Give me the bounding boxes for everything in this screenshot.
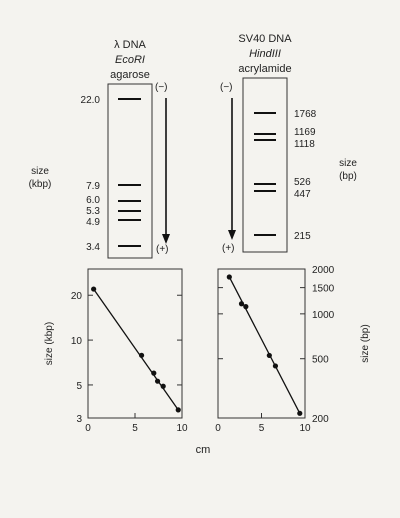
gel1-band-label: 5.3 [86,206,100,217]
gel1-title-line2: EcoRI [115,54,145,66]
y-tick-label: 500 [312,354,329,366]
y-tick-label: 200 [312,414,329,425]
gel2-band-label: 1768 [294,109,317,120]
fit-line [229,277,299,413]
x-tick-label: 5 [132,423,138,434]
gel2-band-label: 447 [294,189,311,200]
data-point [297,411,302,416]
data-point [273,363,278,368]
gel2-size-label-line2: (bp) [339,171,357,182]
gel1-band-label: 3.4 [86,242,100,253]
gel2-band-label: 215 [294,231,311,242]
data-point [176,407,181,412]
gel2-band-label: 1118 [294,139,315,150]
gel2-bands [254,113,276,235]
data-point [227,274,232,279]
y-tick-label: 1500 [312,283,335,295]
x-tick-label: 10 [176,423,188,434]
gel2-size-label-line1: size [339,158,357,169]
gel2-band-label: 1169 [294,127,316,138]
y-tick-label: 5 [76,380,82,392]
plot-frame [218,269,305,418]
shared-x-axis-label: cm [195,444,211,456]
data-point [243,304,248,309]
gel2-panel [220,33,357,254]
gel1-box [108,84,152,258]
gel1-band-label: 4.9 [86,217,100,228]
gel1-band-label: 7.9 [86,181,100,192]
gel1-bands [118,99,141,246]
gel1-minus-label: (−) [155,82,168,93]
gel1-title-line3: agarose [110,69,150,81]
y-tick-label: 1000 [312,309,335,321]
gel1-plus-label: (+) [156,244,169,255]
gel2-minus-label: (−) [220,82,233,93]
x-tick-label: 5 [258,423,265,434]
gel1-title-line1: λ DNA [114,39,146,51]
plot2-bp-vs-distance [215,265,371,434]
data-point [151,371,156,376]
gel1-band-label: 6.0 [86,195,100,206]
y-axis-label: size (bp) [360,324,371,363]
data-point [139,353,144,358]
gel1-arrowhead-icon [162,234,170,244]
gel2-arrowhead-icon [228,230,236,240]
gel1-band-label: 22.0 [80,95,100,106]
gel2-band-labels [294,109,317,242]
gel2-title-line1: SV40 DNA [238,33,292,45]
gel2-title-line2: HindIII [249,48,281,60]
data-point [239,301,244,306]
y-tick-label: 2000 [312,265,335,276]
gel2-band-label: 526 [294,177,311,188]
data-point [155,379,160,384]
data-point [267,353,272,358]
gel2-title-line3: acrylamide [238,63,292,75]
gel1-band-labels [81,95,101,253]
data-point [161,384,166,389]
y-tick-label: 3 [76,414,82,425]
x-tick-label: 0 [215,423,221,434]
data-point [91,286,96,291]
gel1-size-label-line2: (kbp) [28,179,52,190]
x-tick-label: 10 [299,423,311,434]
plot1-kbp-vs-distance [44,269,188,434]
gel2-box [243,78,287,252]
y-tick-label: 20 [70,291,82,303]
gel2-plus-label: (+) [222,243,235,254]
y-tick-label: 10 [70,336,82,348]
gel1-size-label-line1: size [31,166,49,177]
gel1-panel [29,39,170,258]
fit-line [94,289,179,410]
y-axis-label: size (kbp) [44,321,55,366]
x-tick-label: 0 [85,423,91,434]
